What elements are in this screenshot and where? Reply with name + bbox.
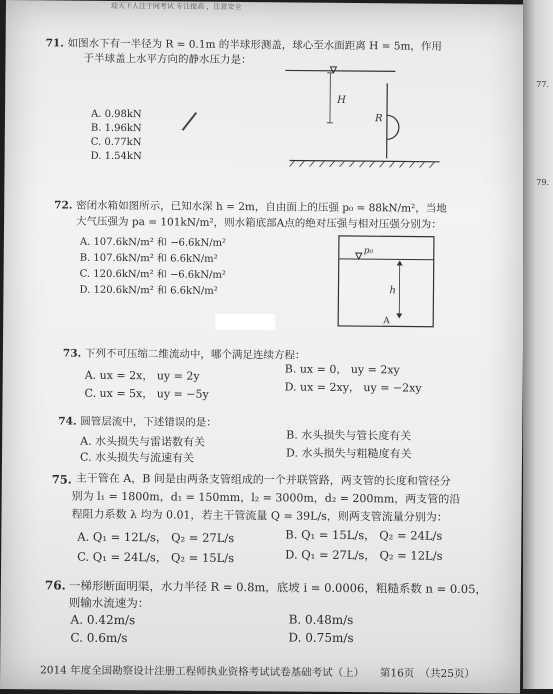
q72-option-b[interactable]: B. 107.6kN/m² 和 6.6kN/m²: [80, 249, 218, 265]
q73-option-a[interactable]: A. ux = 2x， uy = 2y: [85, 367, 200, 384]
q72-line1: 密闭水箱如图所示，已知水深 h = 2m，自由面上的压强 p₀ = 88kN/m²，当地: [76, 199, 447, 217]
q73-option-c[interactable]: C. ux = 5x， uy = −5y: [85, 385, 209, 402]
q74-number: 74.: [58, 414, 76, 429]
q74-stem: 圆管层流中，下述错误的是：: [80, 415, 217, 431]
q73-option-d[interactable]: D. ux = 2xy， uy = −2xy: [285, 378, 422, 395]
page-footer: 2014 年度全国勘察设计注册工程师执业资格考试试卷基础考试（上） 第16页 （共25页）: [40, 662, 475, 681]
q76-option-d[interactable]: D. 0.75m/s: [288, 630, 353, 645]
q74-option-c[interactable]: C. 水头损失与流速有关: [80, 449, 194, 466]
q72-figure: [333, 231, 444, 332]
q76-line2: 则输水流速为：: [69, 596, 150, 612]
q73-number: 73.: [63, 347, 81, 362]
q75-number: 75.: [52, 472, 72, 487]
q75-line1: 主干管在 A，B 间是由两条支管组成的一个并联管路，两支管的长度和管径分: [76, 471, 451, 489]
q72-option-a[interactable]: A. 107.6kN/m² 和 −6.6kN/m²: [80, 233, 226, 249]
header-scrap: 迎天下人注于同考试 专注提高 ，注意安全: [111, 1, 242, 12]
q75-option-c[interactable]: C. Q₁ = 24L/s， Q₂ = 15L/s: [77, 549, 234, 566]
q72-option-c[interactable]: C. 120.6kN/m² 和 −6.6kN/m²: [80, 265, 226, 281]
q71-option-a[interactable]: A. 0.98kN: [91, 109, 142, 120]
q71-figure: [275, 62, 446, 173]
next-page-q77: 77.: [536, 80, 549, 89]
q72-fig-p0-label: p₀: [364, 246, 374, 256]
q75-line3: 程阻力系数 λ 均为 0.01，若主干管流量 Q = 39L/s，则两支管流量分别为：: [71, 507, 447, 525]
q74-option-a[interactable]: A. 水头损失与雷诺数有关: [80, 433, 205, 450]
q71-line1: 如图水下有一半径为 R = 0.1m 的半球形测盖，球心至水面距离 H = 5m，作用: [68, 37, 442, 55]
q71-line2: 于半球盖上水平方向的静水压力是：: [83, 52, 251, 68]
q72-line2: 大气压强为 pa = 101kN/m²，则水箱底部A点的绝对压强与相对压强分别为：: [76, 215, 442, 233]
q71-option-d[interactable]: D. 1.54kN: [91, 151, 142, 162]
q75-option-b[interactable]: B. Q₁ = 15L/s， Q₂ = 24L/s: [285, 526, 442, 543]
q72-fig-h-label: h: [389, 285, 396, 296]
q71-option-b[interactable]: B. 1.96kN: [91, 123, 142, 134]
q71-option-c[interactable]: C. 0.77kN: [91, 137, 142, 148]
q75-line2: 别为 l₁ = 1800m，d₁ = 150mm，l₂ = 3000m，d₂ = 200mm，两支管的沿: [72, 489, 461, 507]
redaction-box: [215, 314, 275, 331]
q72-option-d[interactable]: D. 120.6kN/m² 和 6.6kN/m²: [79, 281, 217, 297]
q76-number: 76.: [45, 578, 66, 593]
q76-option-c[interactable]: C. 0.6m/s: [70, 631, 127, 645]
q76-line1: 一梯形断面明渠，水力半径 R = 0.8m，底坡 i = 0.0006，粗糙系数 n = 0.05，: [69, 579, 487, 598]
q75-option-a[interactable]: A. Q₁ = 12L/s， Q₂ = 27L/s: [77, 529, 234, 546]
q71-fig-h-label: H: [336, 95, 346, 106]
q76-option-a[interactable]: A. 0.42m/s: [71, 613, 136, 628]
q72-number: 72.: [54, 198, 72, 213]
q73-option-b[interactable]: B. ux = 0， uy = 2xy: [285, 360, 400, 377]
q74-option-d[interactable]: D. 水头损失与粗糙度有关: [286, 444, 412, 461]
q75-option-d[interactable]: D. Q₁ = 27L/s， Q₂ = 12L/s: [285, 546, 442, 563]
q72-fig-a-label: A: [382, 316, 390, 326]
next-page-edge: [523, 0, 553, 689]
q74-option-b[interactable]: B. 水头损失与管长度有关: [286, 426, 411, 443]
pen-mark: /: [180, 106, 199, 137]
q73-stem: 下列不可压缩二维流动中，哪个满足连续方程：: [85, 347, 306, 364]
q76-option-b[interactable]: B. 0.48m/s: [289, 612, 354, 627]
q71-number: 71.: [46, 36, 64, 51]
next-page-q79: 79.: [536, 178, 549, 187]
q71-fig-r-label: R: [374, 113, 383, 124]
